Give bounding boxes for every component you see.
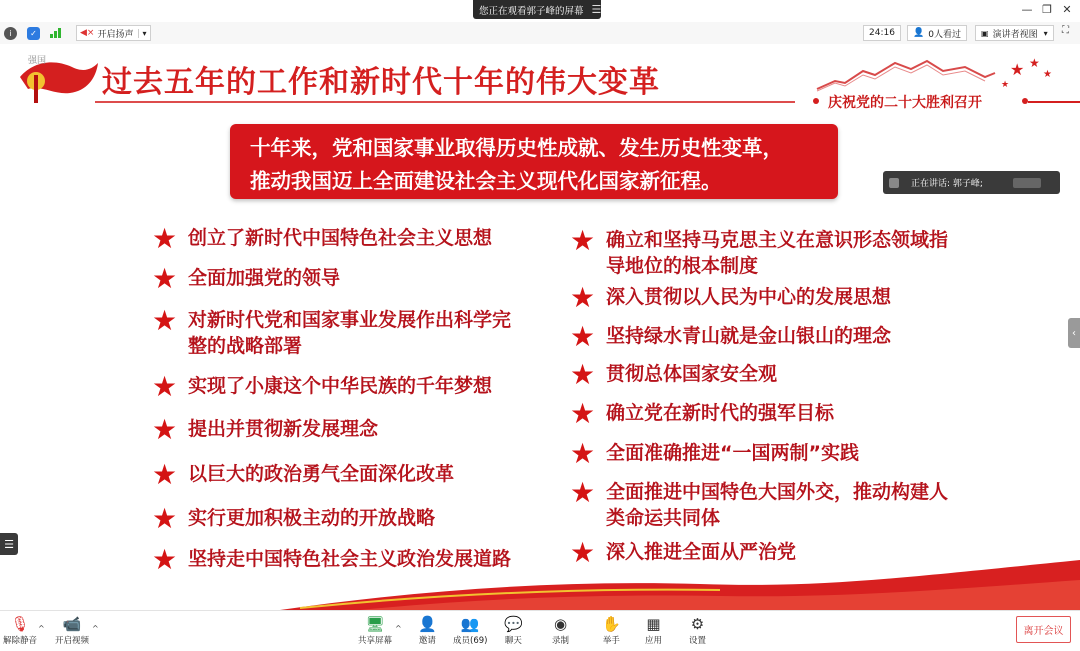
share-screen-icon: 🖥 bbox=[365, 615, 385, 633]
unmute-label: 解除静音 bbox=[3, 636, 38, 646]
item-text: 导地位的根本制度 bbox=[606, 255, 759, 277]
star-icon: ★ bbox=[152, 222, 178, 255]
layout-icon: ▣ bbox=[981, 28, 989, 38]
start-video-label: 开启视频 bbox=[55, 636, 90, 646]
list-item bbox=[152, 262, 341, 295]
members-label: 成员(69) bbox=[453, 636, 488, 646]
minimize-icon[interactable]: — bbox=[1021, 3, 1033, 16]
hand-icon: ✋ bbox=[602, 615, 621, 633]
leave-meeting-label: 离开会议 bbox=[1023, 626, 1064, 637]
banner-line: 十年来，党和国家事业取得历史性成就、发生历史性变革， bbox=[250, 136, 783, 160]
item-text: 全面推进中国特色大国外交，推动构建人 bbox=[606, 481, 949, 503]
list-item bbox=[570, 281, 892, 314]
viewers-text: 0人看过 bbox=[928, 29, 961, 40]
item-text: 对新时代党和国家事业发展作出科学完 bbox=[188, 309, 512, 331]
timer-text: 24:16 bbox=[869, 28, 895, 38]
signal-icon[interactable] bbox=[50, 28, 62, 38]
star-icon: ★ bbox=[570, 281, 596, 314]
collapse-list-button[interactable]: ☰ bbox=[0, 533, 18, 555]
star-icon: ★ bbox=[570, 358, 596, 391]
list-item bbox=[152, 458, 455, 491]
raise-hand-button[interactable] bbox=[602, 614, 621, 646]
item-text: 以巨大的政治勇气全面深化改革 bbox=[188, 463, 455, 485]
settings-label: 设置 bbox=[689, 636, 707, 646]
meeting-timer bbox=[863, 25, 901, 41]
list-item bbox=[570, 437, 859, 470]
star-icon: ★ bbox=[570, 224, 596, 257]
list-item bbox=[152, 222, 493, 255]
star-icon: ★ bbox=[570, 397, 596, 430]
svg-text:★: ★ bbox=[1043, 69, 1052, 80]
list-item bbox=[152, 370, 493, 403]
item-text: 坚持走中国特色社会主义政治发展道路 bbox=[188, 548, 512, 570]
list-item bbox=[570, 224, 949, 279]
speaker-video-thumbnail bbox=[1013, 178, 1041, 188]
fullscreen-icon[interactable]: ⛶ bbox=[1062, 25, 1069, 36]
banner-line: 推动我国迈上全面建设社会主义现代化国家新征程。 bbox=[250, 169, 722, 193]
unmute-button[interactable] bbox=[3, 614, 37, 646]
star-icon: ★ bbox=[152, 502, 178, 535]
record-button[interactable] bbox=[552, 614, 569, 646]
invite-icon: 👤 bbox=[418, 615, 437, 633]
chevron-down-icon[interactable]: ▾ bbox=[138, 29, 146, 38]
svg-text:★: ★ bbox=[1010, 60, 1025, 79]
record-icon: ◉ bbox=[553, 615, 568, 633]
item-text: 类命运共同体 bbox=[606, 507, 721, 529]
party-flag-logo bbox=[14, 55, 100, 105]
chat-icon: 💬 bbox=[504, 615, 523, 633]
start-video-button[interactable] bbox=[55, 614, 89, 646]
chevron-up-icon[interactable]: ^ bbox=[395, 624, 402, 633]
viewing-banner-text: 您正在观看郭子峰的屏幕 bbox=[479, 5, 584, 17]
shield-icon[interactable]: ✓ bbox=[27, 27, 40, 40]
camera-off-icon: 📹 bbox=[62, 615, 82, 633]
members-button[interactable] bbox=[453, 614, 487, 646]
list-item bbox=[570, 320, 892, 353]
item-text: 实现了小康这个中华民族的千年梦想 bbox=[188, 375, 493, 397]
settings-button[interactable] bbox=[689, 614, 706, 646]
info-icon[interactable]: i bbox=[4, 27, 17, 40]
slide-title: 过去五年的工作和新时代十年的伟大变革 bbox=[102, 65, 660, 100]
item-text: 深入贯彻以人民为中心的发展思想 bbox=[606, 286, 892, 308]
subtitle-dot bbox=[813, 98, 819, 104]
chevron-down-icon: ▾ bbox=[1043, 28, 1048, 38]
viewers-button[interactable] bbox=[907, 25, 967, 41]
star-icon: ★ bbox=[570, 320, 596, 353]
title-underline bbox=[95, 101, 795, 103]
leave-meeting-button[interactable] bbox=[1016, 616, 1071, 643]
star-icon: ★ bbox=[152, 458, 178, 491]
share-screen-button[interactable] bbox=[358, 614, 392, 646]
speaker-muted-icon: ◀× bbox=[80, 28, 95, 38]
item-text: 深入推进全面从严治党 bbox=[606, 541, 797, 563]
item-text: 整的战略部署 bbox=[188, 335, 303, 357]
chat-label: 聊天 bbox=[504, 636, 522, 646]
red-wave-decoration bbox=[0, 550, 1080, 610]
viewing-screen-banner bbox=[473, 0, 601, 19]
item-text: 全面准确推进“一国两制”实践 bbox=[606, 442, 859, 464]
restore-icon[interactable]: ❐ bbox=[1042, 3, 1052, 16]
members-icon: 👥 bbox=[460, 615, 480, 633]
item-text: 提出并贯彻新发展理念 bbox=[188, 418, 379, 440]
view-mode-label: 演讲者视图 bbox=[992, 29, 1038, 40]
apps-icon: ▦ bbox=[646, 615, 661, 633]
star-icon: ★ bbox=[152, 262, 178, 295]
svg-text:★: ★ bbox=[1029, 56, 1040, 70]
item-text: 确立党在新时代的强军目标 bbox=[606, 402, 835, 424]
close-icon[interactable]: ✕ bbox=[1062, 3, 1072, 16]
expand-panel-button[interactable]: ‹ bbox=[1068, 318, 1080, 348]
list-item bbox=[152, 413, 379, 446]
share-screen-label: 共享屏幕 bbox=[358, 636, 393, 646]
invite-button[interactable] bbox=[418, 614, 437, 646]
chevron-up-icon[interactable]: ^ bbox=[38, 624, 45, 633]
list-item bbox=[570, 397, 835, 430]
star-icon: ★ bbox=[152, 543, 178, 576]
speaker-toggle-label: 开启扬声 bbox=[97, 29, 134, 40]
invite-label: 邀请 bbox=[418, 636, 436, 646]
great-wall-decoration bbox=[815, 53, 1055, 93]
item-text: 全面加强党的领导 bbox=[188, 267, 341, 289]
mic-muted-icon: 🎙 bbox=[10, 615, 30, 633]
star-icon: ★ bbox=[152, 370, 178, 403]
chat-button[interactable] bbox=[504, 614, 523, 646]
view-mode-dropdown[interactable] bbox=[975, 25, 1054, 41]
item-text: 实行更加积极主动的开放战略 bbox=[188, 507, 436, 529]
list-item bbox=[570, 358, 778, 391]
star-icon: ★ bbox=[152, 304, 178, 337]
raise-hand-label: 举手 bbox=[602, 636, 620, 646]
shared-slide bbox=[0, 45, 1080, 610]
active-speaker-indicator bbox=[883, 171, 1060, 194]
meeting-toolbar bbox=[0, 22, 1080, 44]
list-item bbox=[152, 304, 512, 359]
corner-label: 强国 bbox=[28, 56, 47, 66]
slide-subtitle: 庆祝党的二十大胜利召开 bbox=[828, 95, 982, 111]
apps-button[interactable] bbox=[645, 614, 662, 646]
list-item bbox=[570, 476, 949, 531]
star-icon: ★ bbox=[570, 536, 596, 569]
chevron-up-icon[interactable]: ^ bbox=[92, 624, 99, 633]
star-icon: ★ bbox=[570, 476, 596, 509]
star-icon: ★ bbox=[152, 413, 178, 446]
menu-icon[interactable]: ☰ bbox=[591, 3, 602, 16]
item-text: 贯彻总体国家安全观 bbox=[606, 363, 778, 385]
meeting-controls-bar bbox=[0, 610, 1080, 651]
item-text: 创立了新时代中国特色社会主义思想 bbox=[188, 227, 493, 249]
record-label: 录制 bbox=[552, 636, 570, 646]
speaker-toggle-button[interactable] bbox=[76, 25, 151, 41]
summary-banner bbox=[230, 124, 838, 199]
list-item bbox=[152, 502, 436, 535]
apps-label: 应用 bbox=[645, 636, 663, 646]
item-text: 坚持绿水青山就是金山银山的理念 bbox=[606, 325, 892, 347]
subtitle-line bbox=[1028, 101, 1080, 103]
star-icon: ★ bbox=[570, 437, 596, 470]
people-icon: 👤 bbox=[913, 28, 925, 38]
svg-text:★: ★ bbox=[1001, 80, 1010, 90]
item-text: 确立和坚持马克思主义在意识形态领域指 bbox=[606, 229, 949, 251]
avatar bbox=[889, 178, 899, 188]
speaker-label: 正在讲话: 郭子峰; bbox=[911, 179, 983, 189]
gear-icon: ⚙ bbox=[690, 615, 705, 633]
